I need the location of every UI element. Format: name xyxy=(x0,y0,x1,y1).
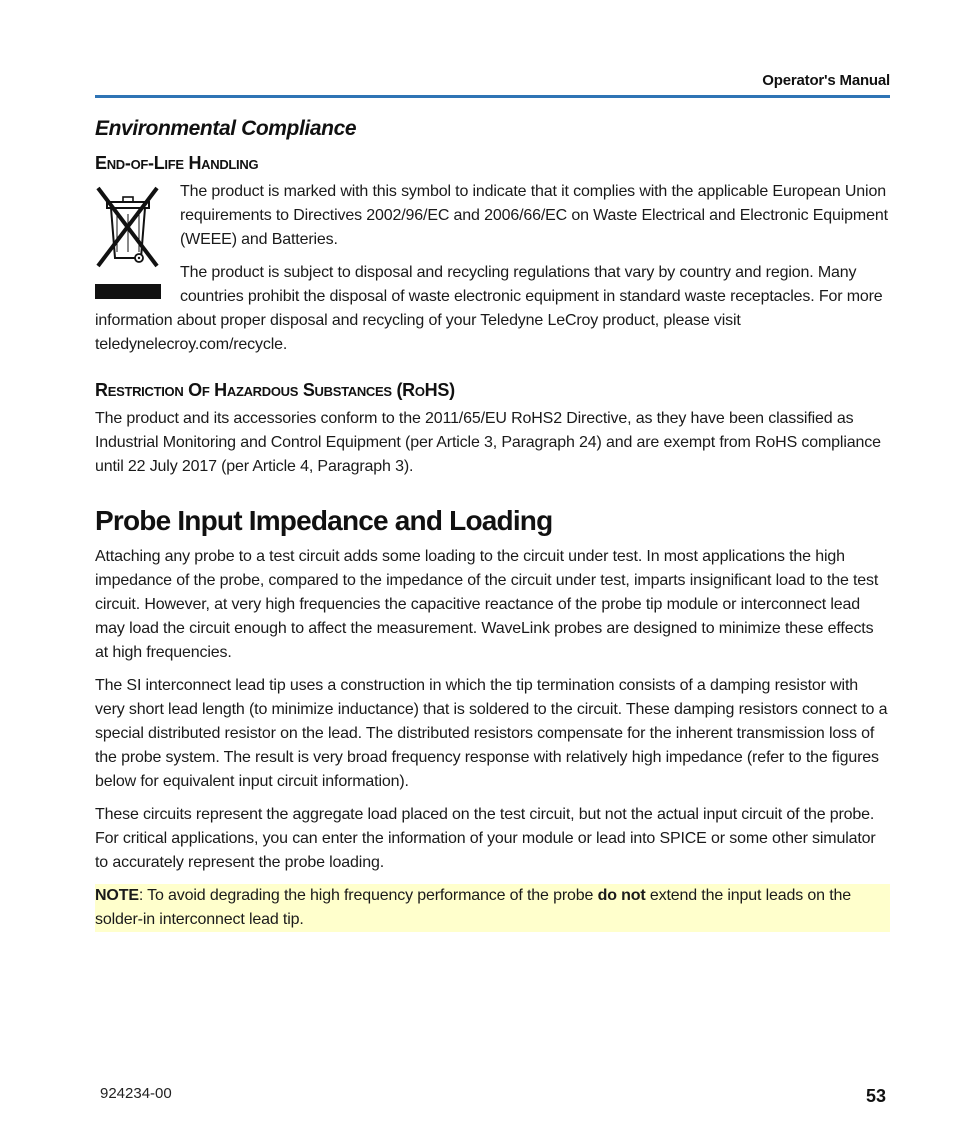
header-title: Operator's Manual xyxy=(762,72,890,89)
page-header xyxy=(95,70,890,98)
page-number: 53 xyxy=(865,1086,886,1106)
probe-paragraph-2: The SI interconnect lead tip uses a construction in which the tip termination consists of a damping resistor with very short lead length (to minimize inductance) that is soldered to the circuit. These damping resistors connect to a special distributed resistor on the lead. The distributed resistors compensate for the inherent transmission loss of the probe system. The result is very broad frequency response with relatively high impedance (refer to the figures below for equivalent input circuit information). xyxy=(95,677,888,790)
note-text-a: : To avoid degrading the high frequency performance of the probe xyxy=(138,887,598,904)
eol-heading: End-of-Life Handling xyxy=(95,153,259,173)
eol-paragraph-2: The product is subject to disposal and recycling regulations that vary by country and region. Many countries prohibit the disposal of waste electronic equipment in standard waste receptacles. For more information about proper disposal and recycling of your Teledyne LeCroy product, please visit teledynelecroy.com/recycle. xyxy=(95,264,883,353)
weee-symbol-graphic xyxy=(95,184,161,284)
crossed-out-wheelie-bin-icon xyxy=(95,184,161,302)
rohs-heading: Restriction Of Hazardous Substances (RoHS) xyxy=(95,380,455,400)
page-content xyxy=(95,117,890,932)
note-box xyxy=(95,884,890,932)
probe-loading-heading: Probe Input Impedance and Loading xyxy=(95,505,553,536)
document-number: 924234-00 xyxy=(100,1085,172,1102)
weee-section xyxy=(95,180,890,357)
probe-paragraph-1: Attaching any probe to a test circuit adds some loading to the circuit under test. In most applications the high impedance of the probe, compared to the impedance of the circuit under test, imparts insignificant load to the test circuit. However, at very high frequencies the capacitive reactance of the probe tip module or interconnect lead may load the circuit enough to affect the measurement. WaveLink probes are designed to minimize these effects at high frequencies. xyxy=(95,548,879,661)
env-compliance-heading: Environmental Compliance xyxy=(95,117,357,140)
note-emphasis: do not xyxy=(597,887,646,904)
rohs-paragraph: The product and its accessories conform to the 2011/65/EU RoHS2 Directive, as they have been classified as Industrial Monitoring and Control Equipment (per Article 3, Paragraph 24) and are exempt from RoHS compliance until 22 July 2017 (per Article 4, Paragraph 3). xyxy=(95,410,881,475)
probe-paragraph-3: These circuits represent the aggregate load placed on the test circuit, but not the actual input circuit of the probe. For critical applications, you can enter the information of your module or lead into SPICE or some other simulator to accurately represent the probe loading. xyxy=(95,806,876,871)
eol-paragraph-1: The product is marked with this symbol to indicate that it complies with the applicable European Union requirements to Directives 2002/96/EC and 2006/66/EC on Waste Electrical and Electronic Equipment (WEEE) and Batteries. xyxy=(180,183,888,248)
note-label: NOTE xyxy=(95,887,139,904)
manual-page xyxy=(95,0,890,1145)
weee-underline-bar xyxy=(95,284,161,299)
note-text-b: extend the input leads on the solder-in interconnect lead tip. xyxy=(95,887,851,928)
